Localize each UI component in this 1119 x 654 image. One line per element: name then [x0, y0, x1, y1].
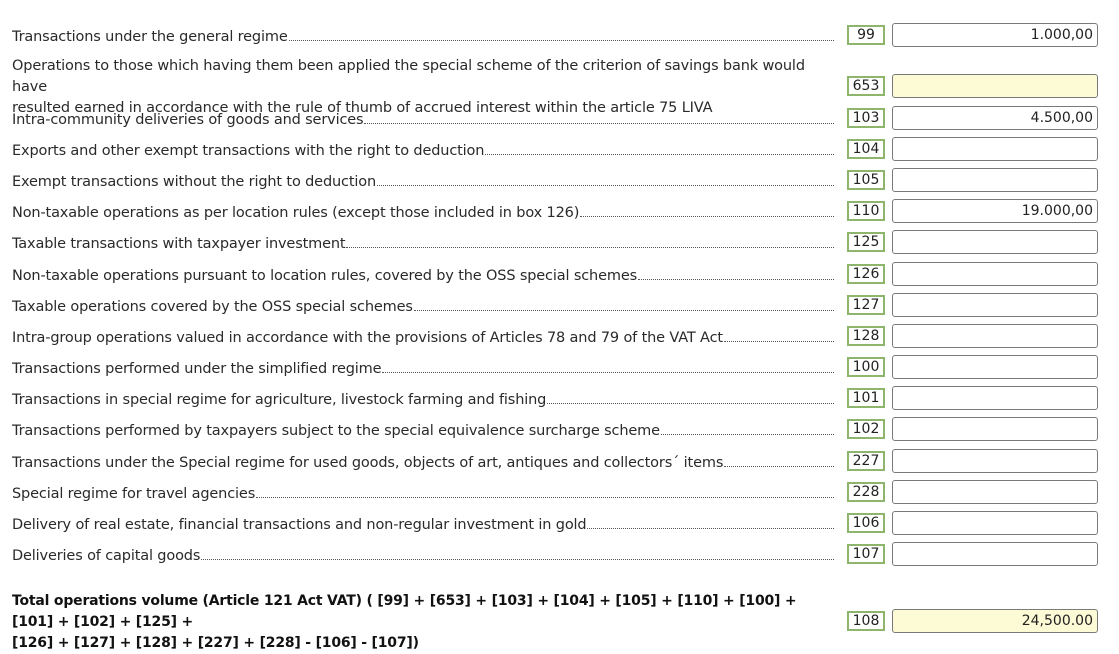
amount-field-100[interactable]	[892, 355, 1098, 379]
row-105	[0, 168, 1119, 194]
box-number: 104	[847, 139, 885, 159]
row-label: Transactions in special regime for agriculture, livestock farming and fishing	[12, 386, 834, 412]
dot-leader	[661, 434, 834, 435]
amount-field-105[interactable]	[892, 168, 1098, 192]
row-102	[0, 417, 1119, 443]
amount-field-126[interactable]	[892, 262, 1098, 286]
dot-leader	[289, 40, 834, 41]
row-label: Transactions under the general regime	[12, 23, 834, 49]
total-amount-field-108	[892, 609, 1098, 633]
amount-field-128[interactable]	[892, 324, 1098, 348]
box-number: 127	[847, 295, 885, 315]
amount-field-101[interactable]	[892, 386, 1098, 410]
row-label: Transactions performed by taxpayers subject to the special equivalence surcharge scheme	[12, 417, 834, 443]
row-label: Deliveries of capital goods	[12, 542, 834, 568]
amount-field-110[interactable]	[892, 199, 1098, 223]
amount-field-102[interactable]	[892, 417, 1098, 441]
amount-field-103[interactable]	[892, 106, 1098, 130]
box-number: 108	[847, 611, 885, 631]
dot-leader	[377, 185, 834, 186]
box-number: 103	[847, 108, 885, 128]
row-104	[0, 137, 1119, 163]
box-number: 100	[847, 357, 885, 377]
dot-leader	[580, 216, 834, 217]
total-label-line2: [126] + [127] + [128] + [227] + [228] - [106] - [107])	[12, 635, 419, 651]
row-110	[0, 199, 1119, 225]
dot-leader	[201, 559, 834, 560]
row-label: Taxable operations covered by the OSS special schemes	[12, 293, 834, 319]
row-227	[0, 449, 1119, 475]
row-100	[0, 355, 1119, 381]
box-number: 102	[847, 419, 885, 439]
row-106	[0, 511, 1119, 537]
box-number: 110	[847, 201, 885, 221]
savings-label-line1: Operations to those which having them been applied the special scheme of the criterion of savings bank would have	[12, 58, 805, 95]
amount-field-227[interactable]	[892, 449, 1098, 473]
dot-leader	[547, 403, 834, 404]
row-label: Delivery of real estate, financial transactions and non-regular investment in gold	[12, 511, 834, 537]
savings-label-line2: resulted earned in accordance with the rule of thumb of accrued interest within the article 75 LIVA	[12, 100, 713, 116]
box-number: 126	[847, 264, 885, 284]
row-label: Non-taxable operations pursuant to location rules, covered by the OSS special schemes	[12, 262, 834, 288]
dot-leader	[382, 372, 834, 373]
row-103	[0, 106, 1119, 132]
amount-field-127[interactable]	[892, 293, 1098, 317]
amount-field-107[interactable]	[892, 542, 1098, 566]
row-label: Transactions under the Special regime for used goods, objects of art, antiques and collectors´ items	[12, 449, 834, 475]
dot-leader	[587, 528, 834, 529]
row-label: Exports and other exempt transactions with the right to deduction	[12, 137, 834, 163]
box-number: 107	[847, 544, 885, 564]
amount-field-228[interactable]	[892, 480, 1098, 504]
box-number: 653	[847, 76, 885, 96]
row-label: Intra-community deliveries of goods and services	[12, 106, 834, 132]
box-number: 106	[847, 513, 885, 533]
dot-leader	[346, 247, 834, 248]
row-label: Intra-group operations valued in accordance with the provisions of Articles 78 and 79 of the VAT Act	[12, 324, 834, 350]
box-number: 125	[847, 232, 885, 252]
row-label: Special regime for travel agencies	[12, 480, 834, 506]
amount-field-125[interactable]	[892, 230, 1098, 254]
dot-leader	[724, 341, 834, 342]
total-label	[12, 591, 837, 654]
box-number: 105	[847, 170, 885, 190]
dot-leader	[638, 279, 834, 280]
box-number: 227	[847, 451, 885, 471]
dot-leader	[485, 154, 834, 155]
total-label-line1: Total operations volume (Article 121 Act VAT) ( [99] + [653] + [103] + [104] + [105] + [110] + [100] + [101] + [102] + [125] +	[12, 593, 797, 630]
row-126	[0, 262, 1119, 288]
amount-field-104[interactable]	[892, 137, 1098, 161]
dot-leader	[414, 310, 834, 311]
box-number: 128	[847, 326, 885, 346]
box-number: 99	[847, 25, 885, 45]
box-number: 101	[847, 388, 885, 408]
dot-leader	[256, 497, 834, 498]
dot-leader	[724, 466, 834, 467]
row-228	[0, 480, 1119, 506]
amount-field-653[interactable]	[892, 74, 1098, 98]
row-107	[0, 542, 1119, 568]
row-label: Taxable transactions with taxpayer investment	[12, 230, 834, 256]
amount-field-99[interactable]	[892, 23, 1098, 47]
row-127	[0, 293, 1119, 319]
row-125	[0, 230, 1119, 256]
row-128	[0, 324, 1119, 350]
row-101	[0, 386, 1119, 412]
amount-field-106[interactable]	[892, 511, 1098, 535]
dot-leader	[364, 123, 834, 124]
row-label: Exempt transactions without the right to deduction	[12, 168, 834, 194]
row-label: Transactions performed under the simplified regime	[12, 355, 834, 381]
row-label: Non-taxable operations as per location rules (except those included in box 126)	[12, 199, 834, 225]
box-number: 228	[847, 482, 885, 502]
row-99	[0, 23, 1119, 49]
